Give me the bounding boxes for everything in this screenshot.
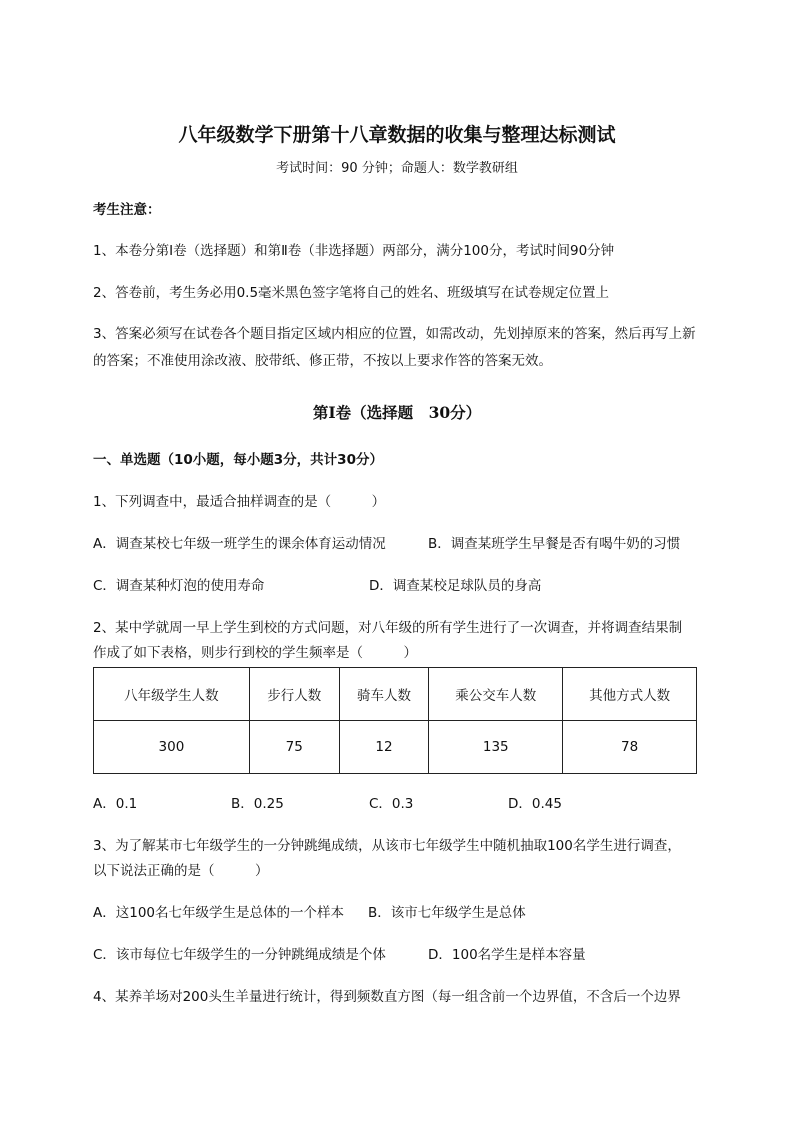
table-header-cell: 骑车人数 xyxy=(339,668,429,721)
notice-item-3-line-1: 3、答案必须写在试卷各个题目指定区域内相应的位置，如需改动，先划掉原来的答案，然后再写上新 xyxy=(93,326,696,342)
notice-item-3-line-2: 的答案；不准使用涂改液、胶带纸、修正带，不按以上要求作答的答案无效。 xyxy=(93,353,552,369)
question-3-option-d: D．100名学生是样本容量 xyxy=(428,947,586,963)
table-header-cell: 八年级学生人数 xyxy=(94,668,250,721)
question-3-stem-line-1: 3、为了解某市七年级学生的一分钟跳绳成绩，从该市七年级学生中随机抽取100名学生进行调查， xyxy=(93,838,681,854)
question-2-stem-line-1: 2、某中学就周一早上学生到校的方式问题，对八年级的所有学生进行了一次调查，并将调查结果制 xyxy=(93,620,683,636)
exam-subtitle: 考试时间：90 分钟；命题人：数学教研组 xyxy=(276,161,518,176)
table-header-cell: 其他方式人数 xyxy=(563,668,697,721)
question-1-stem: 1、下列调查中，最适合抽样调查的是（ ） xyxy=(93,494,386,510)
question-1-option-c: C．调查某种灯泡的使用寿命 xyxy=(93,578,265,594)
question-4-stem-line-1: 4、某养羊场对200头生羊量进行统计，得到频数直方图（每一组含前一个边界值，不含后一个边界 xyxy=(93,989,681,1005)
table-row xyxy=(94,721,697,774)
question-2-option-a: A．0.1 xyxy=(93,796,138,812)
table-header-row xyxy=(94,668,697,721)
notice-item-1: 1、本卷分第I卷（选择题）和第Ⅱ卷（非选择题）两部分，满分100分，考试时间90分钟 xyxy=(93,243,615,259)
notice-heading: 考生注意： xyxy=(93,202,161,218)
question-3-option-c: C．该市每位七年级学生的一分钟跳绳成绩是个体 xyxy=(93,947,386,963)
table-cell: 75 xyxy=(249,721,339,774)
question-2-option-b: B．0.25 xyxy=(231,796,284,812)
notice-item-2: 2、答卷前，考生务必用0.5毫米黑色签字笔将自己的姓名、班级填写在试卷规定位置上 xyxy=(93,285,610,301)
table-header-cell: 步行人数 xyxy=(249,668,339,721)
table-header-cell: 乘公交车人数 xyxy=(429,668,563,721)
section-title: 第I卷（选择题 30分） xyxy=(312,403,482,422)
page-title: 八年级数学下册第十八章数据的收集与整理达标测试 xyxy=(178,124,616,146)
part-heading: 一、单选题（10小题，每小题3分，共计30分） xyxy=(93,452,383,468)
table-cell: 300 xyxy=(94,721,250,774)
question-1-option-a: A．调查某校七年级一班学生的课余体育运动情况 xyxy=(93,536,386,552)
table-cell: 135 xyxy=(429,721,563,774)
table-cell: 12 xyxy=(339,721,429,774)
table-cell: 78 xyxy=(563,721,697,774)
question-1-option-b: B．调查某班学生早餐是否有喝牛奶的习惯 xyxy=(428,536,681,552)
question-3-stem-line-2: 以下说法正确的是（ ） xyxy=(93,863,269,879)
question-3-option-b: B．该市七年级学生是总体 xyxy=(368,905,526,921)
question-1-option-d: D．调查某校足球队员的身高 xyxy=(369,578,542,594)
question-2-option-d: D．0.45 xyxy=(508,796,562,812)
question-3-option-a: A．这100名七年级学生是总体的一个样本 xyxy=(93,905,345,921)
question-2-option-c: C．0.3 xyxy=(369,796,414,812)
commute-data-table xyxy=(93,667,697,774)
question-2-stem-line-2: 作成了如下表格，则步行到校的学生频率是（ ） xyxy=(93,645,417,661)
